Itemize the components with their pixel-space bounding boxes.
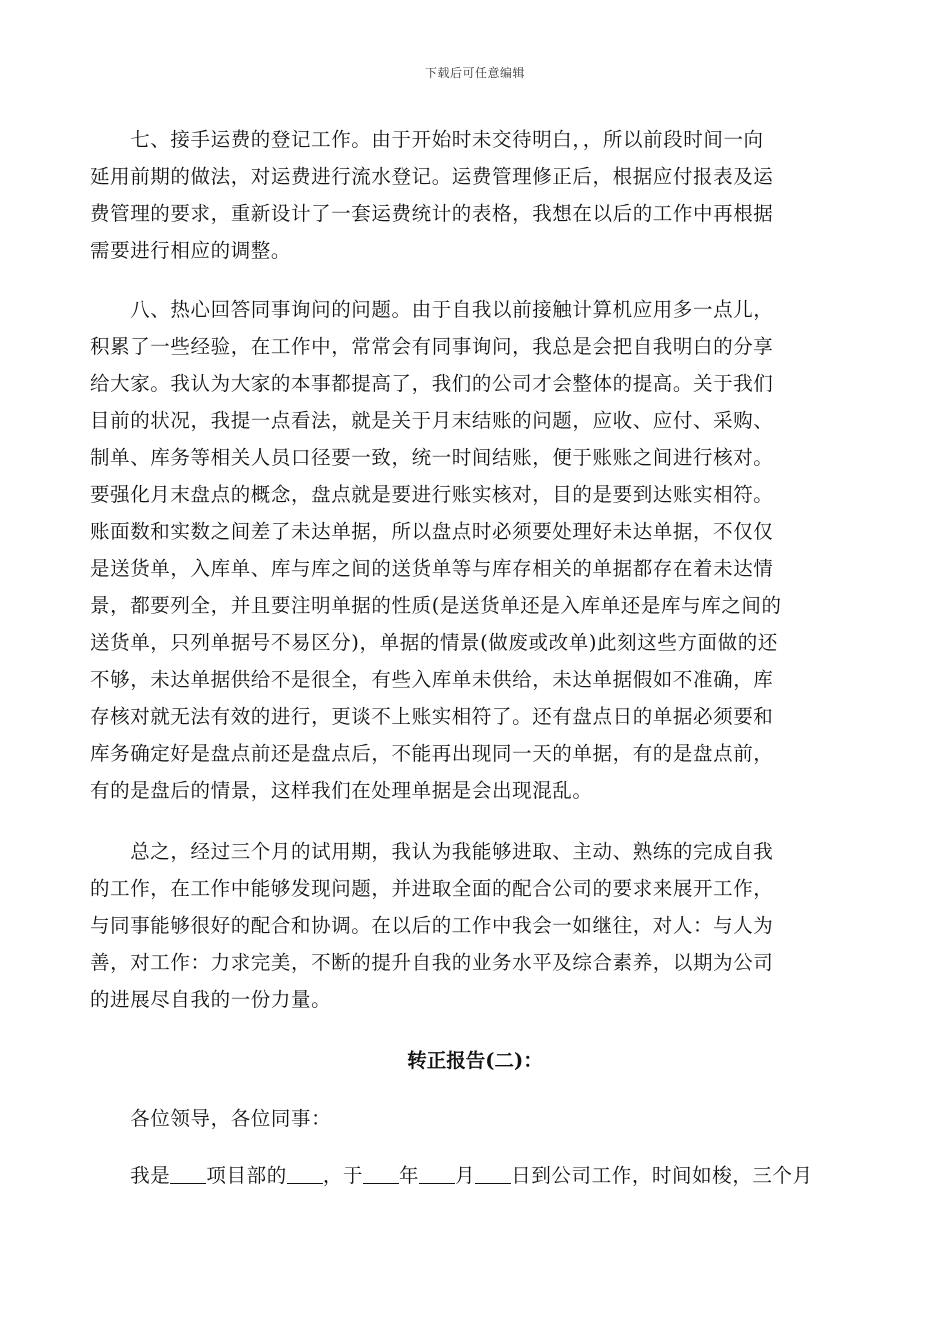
text-line: 与同事能够很好的配合和协调。在以后的工作中我会一如继往，对人：与人为 (90, 914, 774, 937)
blank-field (475, 1167, 511, 1184)
text-line: 账面数和实数之间差了未达单据，所以盘点时必须要处理好未达单据，不仅仅 (90, 520, 774, 543)
text-line: 的工作，在工作中能够发现问题，并进取全面的配合公司的要求来展开工作， (90, 877, 774, 900)
text-line: 的进展尽自我的一份力量。 (90, 988, 332, 1011)
intro-text: 日到公司工作，时间如梭，三个月 (511, 1164, 813, 1187)
text-line: 延用前期的做法，对运费进行流水登记。运费管理修正后，根据应付报表及运 (90, 165, 774, 188)
intro-text: ，于 (322, 1164, 364, 1187)
text-line: 送货单，只列单据号不易区分)，单据的情景(做废或改单)此刻这些方面做的还 (90, 631, 778, 654)
text-line: 总之，经过三个月的试用期，我认为我能够进取、主动、熟练的完成自我 (90, 840, 774, 863)
text-line: 需要进行相应的调整。 (90, 239, 292, 262)
blank-field (363, 1167, 399, 1184)
blank-field (419, 1167, 455, 1184)
blank-field (287, 1167, 323, 1184)
blank-field (170, 1167, 206, 1184)
text-line: 费管理的要求，重新设计了一套运费统计的表格，我想在以后的工作中再根据 (90, 202, 774, 225)
text-line: 是送货单，入库单、库与库之间的送货单等与库存相关的单据都存在着未达情 (90, 557, 774, 580)
text-line: 景，都要列全，并且要注明单据的性质(是送货单还是入库单还是库与库之间的 (90, 594, 782, 617)
text-line: 要强化月末盘点的概念，盘点就是要进行账实核对，目的是要到达账实相符。 (90, 483, 774, 506)
text-line: 善，对工作：力求完美，不断的提升自我的业务水平及综合素养，以期为公司 (90, 951, 774, 974)
text-line: 制单、库务等相关人员口径要一致，统一时间结账，便于账账之间进行核对。 (90, 446, 774, 469)
text-line: 有的是盘后的情景，这样我们在处理单据是会出现混乱。 (90, 779, 593, 802)
text-line: 目前的状况，我提一点看法，就是关于月末结账的问题，应收、应付、采购、 (90, 409, 774, 432)
greeting-line: 各位领导，各位同事： (90, 1107, 332, 1130)
text-line: 七、接手运费的登记工作。由于开始时未交待明白，，所以前段时间一向 (90, 128, 764, 151)
section-heading: 转正报告(二)： (407, 1049, 543, 1072)
intro-text: 我是 (90, 1164, 171, 1187)
text-line: 存核对就无法有效的进行，更谈不上账实相符了。还有盘点日的单据必须要和 (90, 705, 774, 728)
page-header: 下载后可任意编辑 (424, 66, 525, 80)
text-line: 不够，未达单据供给不是很全，有些入库单未供给，未达单据假如不准确，库 (90, 668, 774, 691)
text-line: 八、热心回答同事询问的问题。由于自我以前接触计算机应用多一点儿， (90, 298, 774, 321)
intro-text: 年 (399, 1164, 420, 1187)
intro-text: 项目部的 (206, 1164, 287, 1187)
text-line: 积累了一些经验，在工作中，常常会有同事询问，我总是会把自我明白的分享 (90, 335, 774, 358)
intro-text: 月 (455, 1164, 476, 1187)
intro-line (90, 1160, 813, 1188)
text-line: 给大家。我认为大家的本事都提高了，我们的公司才会整体的提高。关于我们 (90, 372, 774, 395)
text-line: 库务确定好是盘点前还是盘点后，不能再出现同一天的单据，有的是盘点前， (90, 742, 774, 765)
